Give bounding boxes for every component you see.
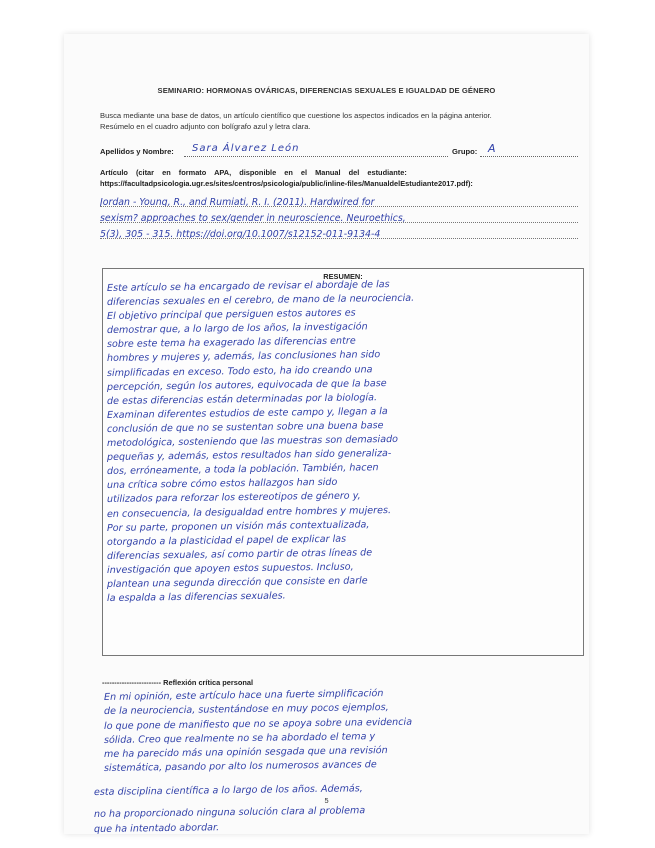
summary-line: hombres y mujeres y, además, las conclusiones han sido: [106, 349, 381, 365]
summary-line: metodológica, sosteniendo que las muestras son demasiado: [106, 433, 399, 450]
summary-line: percepción, según los autores, equivocada de que la base: [106, 377, 387, 393]
reflection-line: esta disciplina científica a lo largo de los años. Además,: [93, 783, 363, 798]
name-group-row: [100, 142, 578, 159]
group-field[interactable]: [480, 142, 578, 157]
reflection-line: me ha parecido más una opinión sesgada que una revisión: [103, 745, 388, 761]
worksheet-page: [64, 34, 589, 834]
summary-line: conclusión de que no se sustentan sobre una buena base: [106, 420, 384, 435]
group-value: A: [488, 142, 496, 155]
summary-box[interactable]: [102, 268, 584, 656]
reflection-line: que ha intentado abordar.: [93, 821, 220, 835]
reflection-heading: ------------------------ Reflexión crítica personal: [102, 678, 254, 687]
summary-line: El objetivo principal que persiguen estos autores es: [106, 307, 356, 323]
article-label: Artículo (citar en formato APA, disponible en el Manual del estudiante:: [100, 168, 407, 177]
summary-heading: RESUMEN:: [323, 272, 363, 281]
group-label: Grupo:: [452, 147, 478, 156]
citation-line-2[interactable]: [100, 208, 578, 223]
instruction-line-2: Resúmelo en el cuadro adjunto con bolígrafo azul y letra clara.: [100, 122, 311, 131]
page-number: 5: [324, 796, 329, 805]
summary-line: dos, erróneamente, a toda la población. También, hacen: [106, 462, 379, 478]
manual-url: https://facultadpsicologia.ugr.es/sites/centros/psicologia/public/inline-files/ManualdelEstudiante2017.pdf):: [100, 178, 473, 188]
summary-line: Por su parte, proponen un visión más contextualizada,: [106, 518, 370, 534]
summary-line: una crítica sobre cómo estos hallazgos han sido: [106, 477, 338, 492]
reflection-line: sólida. Creo que realmente no se ha abordado el tema y: [103, 731, 376, 746]
summary-line: la espalda a las diferencias sexuales.: [106, 590, 286, 605]
summary-line: en consecuencia, la desigualdad entre hombres y mujeres.: [106, 504, 392, 520]
summary-line: demostrar que, a lo largo de los años, la investigación: [106, 321, 368, 337]
summary-line: simplificadas en exceso. Todo esto, ha ido creando una: [106, 363, 373, 379]
summary-line: diferencias sexuales en el cerebro, de mano de la neurociencia.: [106, 292, 415, 309]
instructions: [100, 110, 578, 132]
summary-line: diferencias sexuales, así como partir de otras líneas de: [106, 547, 373, 562]
summary-line: investigación que apoyen estos supuestos. Incluso,: [106, 561, 354, 576]
name-field[interactable]: [184, 143, 448, 157]
summary-line: sobre este tema ha exagerado las diferencias entre: [106, 335, 356, 351]
citation-line-3[interactable]: [100, 224, 578, 239]
summary-line: Examinan diferentes estudios de este campo y, llegan a la: [106, 405, 388, 421]
instruction-line-1: Busca mediante una base de datos, un artículo científico que cuestione los aspectos indicados en la página anterior.: [100, 111, 492, 120]
summary-line: de estas diferencias están determinadas por la biología.: [106, 391, 378, 407]
seminar-title: SEMINARIO: HORMONAS OVÁRICAS, DIFERENCIAS SEXUALES E IGUALDAD DE GÉNERO: [157, 86, 496, 95]
name-value: Sara Álvarez León: [192, 143, 300, 154]
reflection-line: de la neurociencia, sustentándose en muy pocos ejemplos,: [103, 702, 389, 718]
reflection-line: sistemática, pasando por alto los numerosos avances de: [103, 759, 377, 775]
reflection-continuation: [93, 783, 594, 837]
article-instructions: [100, 168, 578, 189]
citation-line-1[interactable]: [100, 192, 578, 207]
reflection-line: En mi opinión, este artículo hace una fuerte simplificación: [103, 688, 384, 703]
summary-line: utilizados para reforzar los estereotipos de género y,: [106, 490, 361, 506]
reflection-line: lo que pone de manifiesto que no se apoya sobre una evidencia: [103, 716, 413, 732]
summary-line: otorgando a la plasticidad el papel de explicar las: [106, 533, 347, 548]
citation-text-3: 5(3), 305 - 315. https://doi.org/10.1007/s12152-011-9134-4: [100, 229, 381, 239]
reflection-line: no ha proporcionado ninguna solución clara al problema: [93, 805, 366, 821]
summary-text: [106, 279, 579, 606]
citation-text-1: Jordan - Young, R., and Rumiati, R. I. (2011). Hardwired for: [100, 197, 375, 207]
summary-line: pequeñas y, además, estos resultados han sido generaliza-: [106, 448, 392, 464]
reflection-text[interactable]: [103, 688, 584, 777]
citation-text-2: sexism? approaches to sex/gender in neuroscience. Neuroethics,: [100, 213, 406, 223]
summary-line: Este artículo se ha encargado de revisar el abordaje de las: [106, 279, 390, 294]
name-label: Apellidos y Nombre:: [100, 147, 174, 156]
summary-line: plantean una segunda dirección que consiste en darle: [106, 575, 368, 590]
